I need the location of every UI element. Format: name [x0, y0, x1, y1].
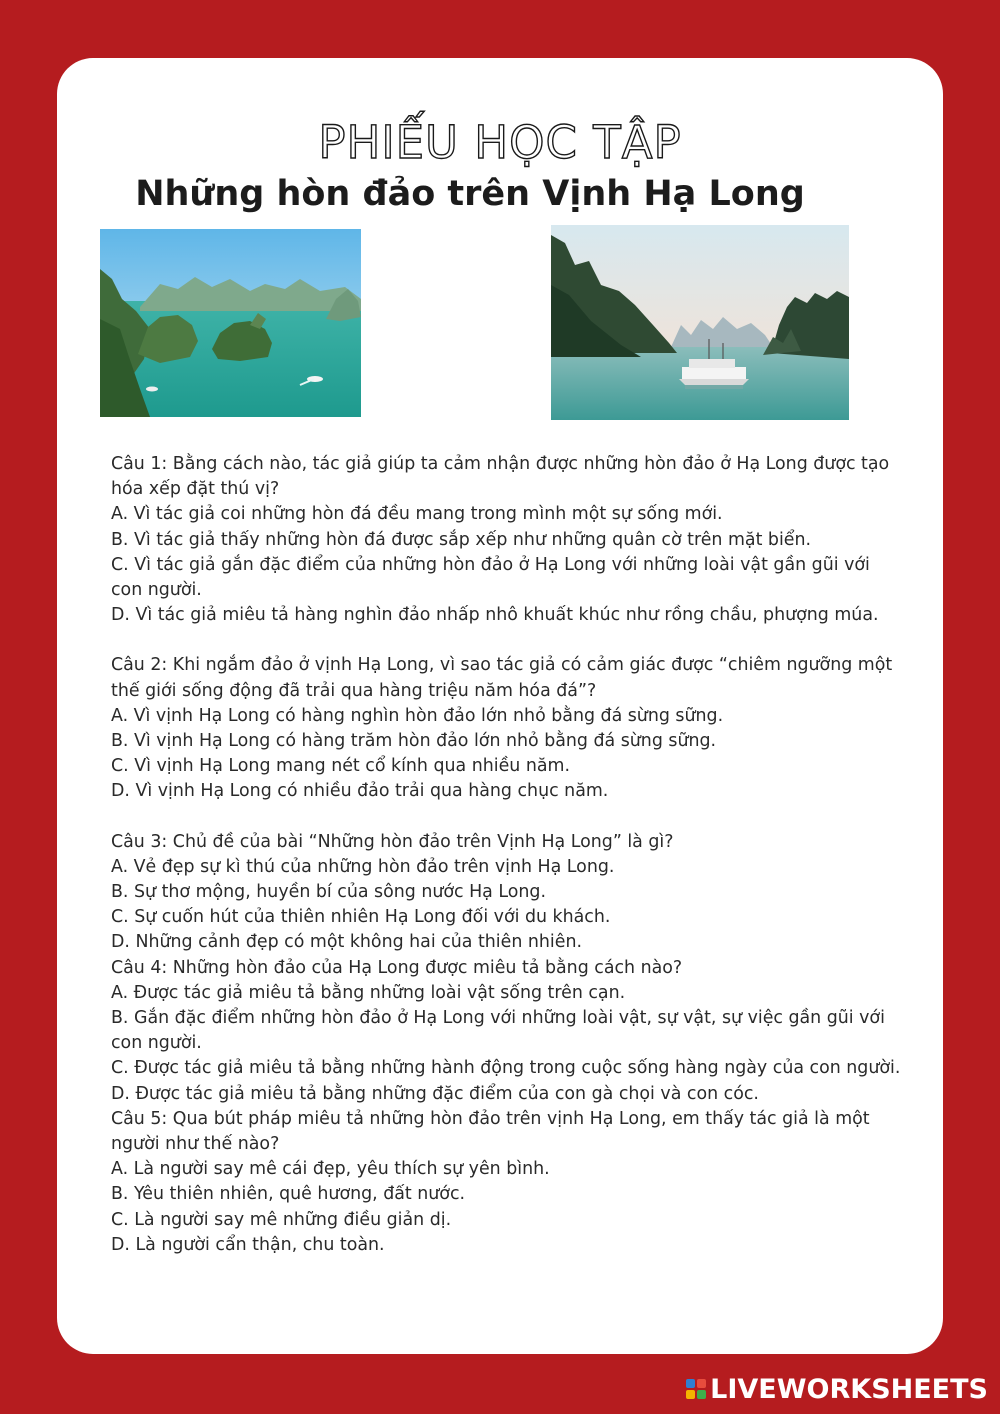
question-1: [111, 452, 901, 628]
option-a: A. Vì vịnh Hạ Long có hàng nghìn hòn đảo lớn nhỏ bằng đá sừng sững.: [111, 705, 724, 726]
logo-square-yellow: [686, 1390, 695, 1399]
question-text: Câu 5: Qua bút pháp miêu tả những hòn đảo trên vịnh Hạ Long, em thấy tác giả là một người như thế nào?: [111, 1108, 870, 1155]
logo-square-blue: [686, 1379, 695, 1388]
option-c: C. Được tác giả miêu tả bằng những hành động trong cuộc sống hàng ngày của con người.: [111, 1058, 901, 1079]
option-c: C. Vì vịnh Hạ Long mang nét cổ kính qua nhiều năm.: [111, 756, 571, 777]
question-text: Câu 4: Những hòn đảo của Hạ Long được miêu tả bằng cách nào?: [111, 957, 683, 978]
liveworksheets-brand-link[interactable]: [686, 1372, 988, 1406]
option-d: D. Vì vịnh Hạ Long có nhiều đảo trải qua hàng chục năm.: [111, 781, 609, 802]
question-3: [111, 830, 901, 956]
halong-bay-photo-cruise: [551, 225, 849, 420]
option-b: B. Sự thơ mộng, huyền bí của sông nước Hạ Long.: [111, 882, 546, 903]
question-5: [111, 1107, 901, 1258]
option-d: D. Là người cẩn thận, chu toàn.: [111, 1234, 385, 1255]
logo-square-green: [697, 1390, 706, 1399]
option-a: A. Là người say mê cái đẹp, yêu thích sự yên bình.: [111, 1159, 550, 1180]
option-d: D. Được tác giả miêu tả bằng những đặc điểm của con gà chọi và con cóc.: [111, 1083, 759, 1104]
option-a: A. Được tác giả miêu tả bằng những loài vật sống trên cạn.: [111, 982, 626, 1003]
question-text: Câu 1: Bằng cách nào, tác giả giúp ta cảm nhận được những hòn đảo ở Hạ Long được tạo hóa xếp đặt thú vị?: [111, 454, 890, 500]
option-c: C. Là người say mê những điều giản dị.: [111, 1209, 452, 1230]
question-list: [111, 452, 901, 1258]
brand-name: LIVEWORKSHEETS: [710, 1373, 988, 1405]
page-title: PHIẾU HỌC TẬP: [318, 116, 682, 169]
liveworksheets-logo-icon: [686, 1379, 706, 1399]
option-d: D. Vì tác giả miêu tả hàng nghìn đảo nhấp nhô khuất khúc như rồng chầu, phượng múa.: [111, 605, 879, 626]
question-4: [111, 956, 901, 1107]
option-b: B. Vì tác giả thấy những hòn đá được sắp xếp như những quân cờ trên mặt biển.: [111, 529, 812, 550]
option-c: C. Sự cuốn hút của thiên nhiên Hạ Long đối với du khách.: [111, 907, 611, 928]
option-a: A. Vẻ đẹp sự kì thú của những hòn đảo trên vịnh Hạ Long.: [111, 856, 615, 877]
question-2: [111, 653, 901, 804]
option-d: D. Những cảnh đẹp có một không hai của thiên nhiên.: [111, 932, 583, 953]
option-b: B. Gắn đặc điểm những hòn đảo ở Hạ Long với những loài vật, sự vật, sự việc gần gũi với con người.: [111, 1008, 885, 1054]
question-text: Câu 3: Chủ đề của bài “Những hòn đảo trên Vịnh Hạ Long” là gì?: [111, 831, 674, 852]
option-a: A. Vì tác giả coi những hòn đá đều mang trong mình một sự sống mới.: [111, 504, 723, 525]
page-subtitle: Những hòn đảo trên Vịnh Hạ Long: [135, 174, 805, 214]
option-b: B. Vì vịnh Hạ Long có hàng trăm hòn đảo lớn nhỏ bằng đá sừng sững.: [111, 731, 717, 752]
logo-square-red: [697, 1379, 706, 1388]
option-b: B. Yêu thiên nhiên, quê hương, đất nước.: [111, 1184, 466, 1205]
question-text: Câu 2: Khi ngắm đảo ở vịnh Hạ Long, vì sao tác giả có cảm giác được “chiêm ngưỡng một thế giới sống động đã trải qua hàng triệu năm hóa đá”?: [111, 655, 893, 701]
option-c: C. Vì tác giả gắn đặc điểm của những hòn đảo ở Hạ Long với những loài vật gần gũi với con người.: [111, 554, 870, 601]
halong-bay-photo-aerial: [100, 229, 361, 417]
